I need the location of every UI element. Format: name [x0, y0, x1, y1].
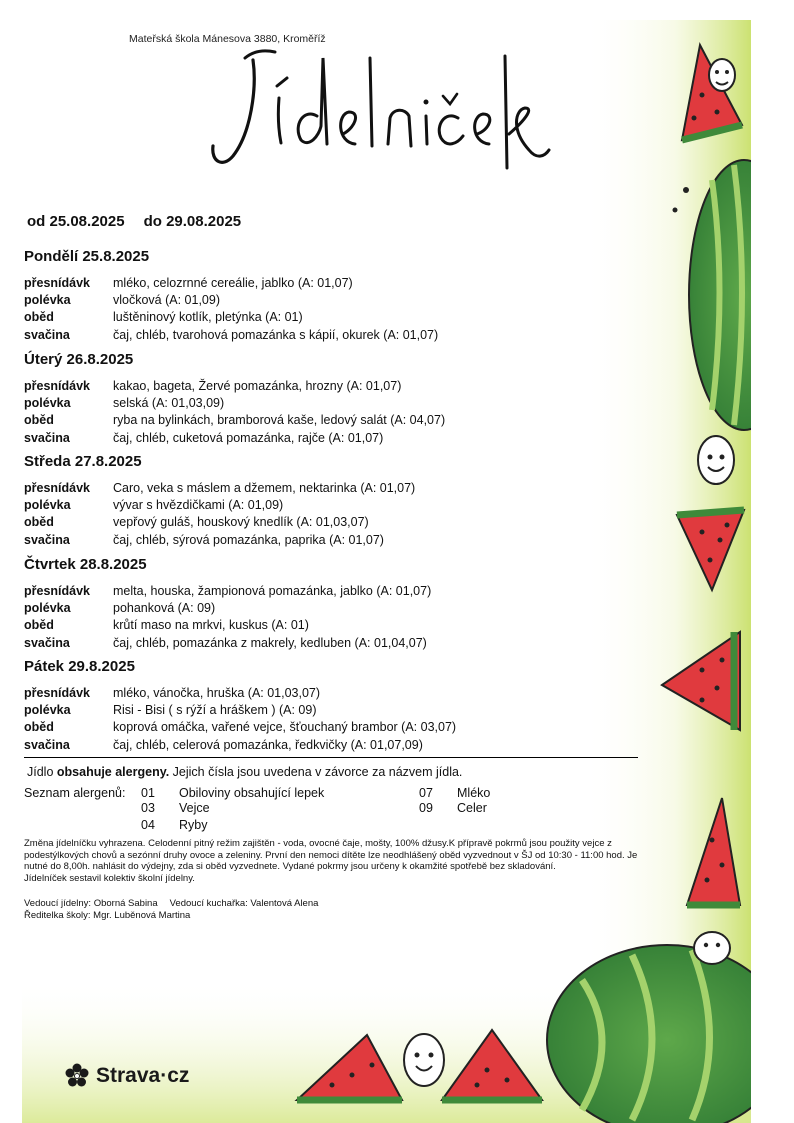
- note-line: podestýlkových chovů a sezónní druhy ovoce a zeleniny. První den nemoci dítěte lze neodhlášený oběd vyzvednout v ŠJ od 10:30 - 11:00 hod. Je: [24, 849, 638, 861]
- day-thursday: [24, 556, 654, 652]
- meal-label: oběd: [24, 413, 54, 428]
- day-heading: Čtvrtek 28.8.2025: [24, 556, 147, 573]
- meal-text: mléko, celozrnné cereálie, jablko (A: 01,07): [113, 276, 353, 290]
- meal-row: [24, 412, 654, 429]
- meal-text: Caro, veka s máslem a džemem, nektarinka (A: 01,07): [113, 481, 416, 495]
- day-heading: Pátek 29.8.2025: [24, 658, 135, 675]
- flower-icon: [64, 1063, 90, 1089]
- school-name: Mateřská škola Mánesova 3880, Kroměříž: [129, 33, 326, 45]
- meal-row: [24, 309, 654, 326]
- meal-label: svačina: [24, 737, 70, 752]
- head-cook: Vedoucí kuchařka: Valentová Alena: [169, 898, 319, 909]
- allergen-name: Obiloviny obsahující lepek: [179, 786, 325, 800]
- meal-text: melta, houska, žampionová pomazánka, jablko (A: 01,07): [113, 584, 432, 598]
- meal-text: Risi - Bisi ( s rýží a hráškem ) (A: 09): [113, 703, 317, 718]
- allergen-note-suffix: Jejich čísla jsou uvedena v závorce za názvem jídla.: [169, 765, 463, 779]
- meal-label: svačina: [24, 430, 70, 445]
- meal-row: [24, 532, 654, 549]
- meal-label: svačina: [24, 327, 70, 342]
- meal-label: polévka: [24, 498, 71, 513]
- allergen-code: 04: [141, 818, 155, 832]
- note-line: Změna jídelníčku vyhrazena. Celodenní pitný režim zajištěn - voda, ovocné čaje, mošty, 100% džusy.K přípravě pokrmů jsou použity vejce z: [24, 838, 612, 849]
- day-heading: Středa 27.8.2025: [24, 453, 142, 470]
- meal-label: oběd: [24, 618, 54, 633]
- meal-row: [24, 583, 654, 600]
- meal-row: [24, 395, 654, 412]
- meal-label: oběd: [24, 310, 54, 325]
- meal-text: pohanková (A: 09): [113, 601, 216, 616]
- allergen-code: 01: [141, 786, 155, 800]
- meal-row: [24, 430, 654, 447]
- meal-row: [24, 275, 654, 292]
- day-heading: Úterý 26.8.2025: [24, 351, 134, 368]
- meal-text: selská (A: 01,03,09): [113, 396, 225, 411]
- meal-row: [24, 617, 654, 634]
- allergen-name: Ryby: [179, 818, 208, 832]
- meal-text: mléko, vánočka, hruška (A: 01,03,07): [113, 686, 321, 700]
- note-line: Jídelníček sestavil kolektiv školní jídelny.: [24, 872, 195, 884]
- allergen-code: 09: [419, 801, 433, 815]
- allergen-code: 07: [419, 786, 433, 800]
- meal-label: přesnídávk: [24, 379, 91, 393]
- allergen-note-prefix: Jídlo: [27, 765, 57, 779]
- meal-label: polévka: [24, 293, 71, 308]
- meal-row: [24, 600, 654, 617]
- day-heading: Pondělí 25.8.2025: [24, 248, 150, 265]
- staff-info: [24, 898, 318, 921]
- day-wednesday: [24, 453, 654, 549]
- meal-label: přesnídávk: [24, 481, 91, 495]
- meal-row: [24, 702, 654, 719]
- handwritten-title-logo: [205, 38, 575, 183]
- meal-text: vločková (A: 01,09): [113, 293, 220, 308]
- meal-text: čaj, chléb, cuketová pomazánka, rajče (A: 01,07): [113, 430, 384, 445]
- meal-row: [24, 292, 654, 309]
- meal-row: [24, 497, 654, 514]
- day-monday: [24, 248, 654, 344]
- allergen-name: Mléko: [457, 786, 491, 800]
- meal-row: [24, 378, 654, 395]
- meal-text: ryba na bylinkách, bramborová kaše, ledový salát (A: 04,07): [113, 413, 446, 428]
- meal-text: vývar s hvězdičkami (A: 01,09): [113, 498, 284, 513]
- meal-text: luštěninový kotlík, pletýnka (A: 01): [113, 310, 303, 325]
- menu-sheet: [22, 20, 751, 1123]
- period-from: od 25.08.2025: [27, 213, 125, 230]
- day-tuesday: [24, 351, 654, 447]
- meal-text: koprová omáčka, vařené vejce, šťouchaný brambor (A: 03,07): [113, 720, 457, 735]
- meal-label: svačina: [24, 532, 70, 547]
- meal-text: krůtí maso na mrkvi, kuskus (A: 01): [113, 618, 309, 633]
- meal-label: přesnídávk: [24, 584, 91, 598]
- allergen-note-bold: obsahuje alergeny.: [56, 765, 170, 779]
- day-friday: [24, 658, 654, 754]
- meal-text: čaj, chléb, tvarohová pomazánka s kápií, okurek (A: 01,07): [113, 327, 439, 342]
- logo-text: Strava·cz: [96, 1064, 190, 1087]
- meal-text: čaj, chléb, sýrová pomazánka, paprika (A: 01,07): [113, 532, 384, 547]
- allergen-list-label: Seznam alergenů:: [24, 786, 126, 800]
- meal-row: [24, 685, 654, 702]
- meal-row: [24, 719, 654, 736]
- meal-label: polévka: [24, 703, 71, 718]
- meal-row: [24, 480, 654, 497]
- meal-label: svačina: [24, 635, 70, 650]
- allergen-name: Celer: [457, 801, 487, 815]
- director: Ředitelka školy: Mgr. Luběnová Martina: [24, 909, 191, 921]
- allergen-code: 03: [141, 801, 155, 815]
- meal-text: čaj, chléb, pomazánka z makrely, kedluben (A: 01,04,07): [113, 635, 427, 650]
- note-line: nutné do 8,00h. nahlásit do výdejny, zda si oběd vyzvednete. Vydané pokrmy jsou určeny k okamžité spotřebě bez skladování.: [24, 861, 556, 872]
- big-watermelon-bottom: [547, 932, 751, 1123]
- divider-line: [24, 757, 638, 758]
- allergen-name: Vejce: [179, 801, 210, 815]
- menu-period: [27, 213, 241, 230]
- meal-row: [24, 327, 654, 344]
- meal-label: polévka: [24, 396, 71, 411]
- meal-text: čaj, chléb, celerová pomazánka, ředkvičky (A: 01,07,09): [113, 737, 423, 752]
- meal-row: [24, 514, 654, 531]
- period-to: do 29.08.2025: [143, 213, 242, 230]
- meal-label: oběd: [24, 720, 54, 735]
- meal-row: [24, 635, 654, 652]
- menu-note: [24, 838, 742, 884]
- strava-logo: [64, 1063, 189, 1089]
- allergen-note: [27, 765, 462, 779]
- meal-row: [24, 737, 654, 754]
- meal-label: přesnídávk: [24, 686, 91, 700]
- meal-label: přesnídávk: [24, 276, 91, 290]
- meal-label: oběd: [24, 515, 54, 530]
- meal-text: kakao, bageta, Žervé pomazánka, hrozny (A: 01,07): [113, 379, 402, 393]
- meal-text: vepřový guláš, houskový knedlík (A: 01,03,07): [113, 515, 369, 530]
- meal-label: polévka: [24, 601, 71, 616]
- head-canteen: Vedoucí jídelny: Oborná Sabina: [24, 898, 158, 909]
